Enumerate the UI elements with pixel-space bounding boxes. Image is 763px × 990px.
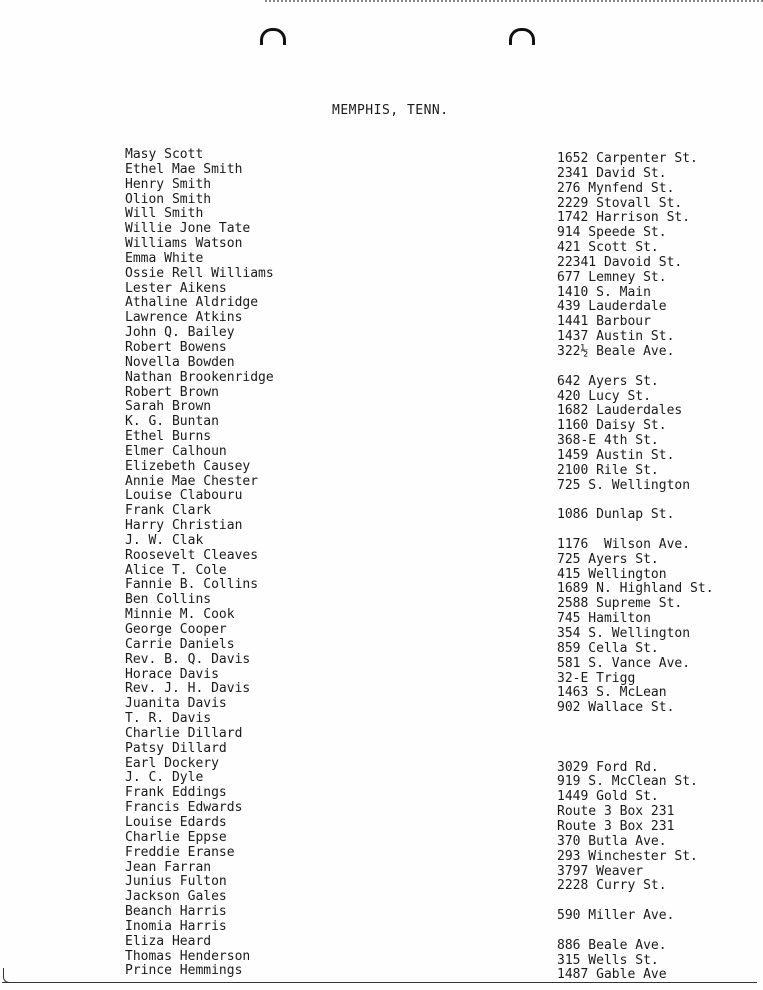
name-entry: Henry Smith [125,176,212,192]
name-entry: Freddie Eranse [125,844,235,860]
address-entry: 2229 Stovall St. [557,195,683,211]
address-entry: 642 Ayers St. [557,373,659,389]
name-entry: Frank Clark [125,503,212,519]
name-entry: Robert Bowens [125,339,227,355]
address-entry: 1742 Harrison St. [557,210,691,226]
name-entry: Inomia Harris [125,918,227,934]
name-entry: Prince Hemmings [125,963,243,979]
address-entry: 919 S. McClean St. [557,774,698,790]
name-entry: Masy Scott [125,147,204,162]
name-entry: Jackson Gales [125,889,227,905]
page-top-edge [265,0,763,2]
name-entry: J. W. Clak [125,532,204,548]
address-entry: 1463 S. McLean [557,685,667,701]
name-entry: Sarah Brown [125,399,212,415]
address-entry: 370 Butla Ave. [557,833,667,849]
name-entry: Fannie B. Collins [125,577,259,593]
address-entry: 354 S. Wellington [557,626,691,641]
address-entry: 368-E 4th St. [557,433,659,449]
name-entry: Annie Mae Chester [125,473,259,489]
name-entry: Thomas Henderson [125,948,251,964]
address-entry [557,716,714,731]
address-entry: 2228 Curry St. [557,878,667,894]
address-entry: 415 Wellington [557,566,667,582]
name-entry: Harry Christian [125,518,243,534]
address-entry [557,731,714,746]
name-entry: Horace Davis [125,666,219,682]
address-entry: 1437 Austin St. [557,329,675,345]
address-entry: Route 3 Box 231 [557,818,675,834]
address-entry: 725 S. Wellington [557,477,691,493]
address-entry: 1410 S. Main [557,284,651,300]
name-entry: Roosevelt Cleaves [125,547,259,563]
address-entry: 2100 Rile St. [557,462,659,478]
address-entry: 1176 Wilson Ave. [557,536,691,552]
name-entry: Charlie Dillard [125,725,243,741]
name-entry: Carrie Daniels [125,636,235,652]
address-entry: 3797 Weaver [557,863,644,879]
address-entry: 859 Cella St. [557,640,659,656]
address-entry: 1441 Barbour [557,314,651,330]
name-entry: Eliza Heard [125,933,212,949]
name-entry: Lester Aikens [125,280,227,296]
name-entry: T. R. Davis [125,711,212,727]
address-entry: 22341 Davoid St. [557,254,683,270]
address-entry [557,894,714,909]
address-entry: 677 Lemney St. [557,269,667,285]
address-entry: 1449 Gold St. [557,789,659,805]
address-entry: 322½ Beale Ave. [557,343,675,359]
address-entry [557,924,714,939]
address-entry: 581 S. Vance Ave. [557,655,691,671]
name-entry: Robert Brown [125,384,219,400]
name-entry: Alice T. Cole [125,562,227,578]
address-entry: 2588 Supreme St. [557,596,683,612]
name-entry: Juanita Davis [125,696,227,712]
name-entry: George Cooper [125,622,227,637]
addresses-column [557,152,714,983]
name-entry: Williams Watson [125,236,243,252]
address-entry: 1689 N. Highland St. [557,581,714,597]
address-entry: 1086 Dunlap St. [557,507,675,523]
page-bottom-hook [3,968,12,983]
address-entry: 590 Miller Ave. [557,908,675,924]
name-entry: Elmer Calhoun [125,443,227,459]
address-entry: 1459 Austin St. [557,447,675,463]
name-entry: Earl Dockery [125,755,219,771]
name-entry: Rev. J. H. Davis [125,681,251,697]
address-entry: 2341 David St. [557,165,667,181]
name-entry: Ossie Rell Williams [125,265,274,281]
binder-hole-right [509,28,535,45]
address-entry: 886 Beale Ave. [557,937,667,953]
address-entry: Route 3 Box 231 [557,804,675,820]
address-entry: 745 Hamilton [557,611,651,627]
name-entry: Louise Edards [125,814,227,830]
address-entry: 293 Winchester St. [557,848,698,864]
address-entry [557,746,714,761]
name-entry: Emma White [125,250,204,266]
name-entry: Frank Eddings [125,785,227,801]
name-entry: Ethel Mae Smith [125,161,243,177]
address-entry: 1682 Lauderdales [557,403,683,419]
name-entry: Ethel Burns [125,429,212,445]
name-entry: Willie Jone Tate [125,221,251,237]
name-entry: Novella Bowden [125,354,235,370]
name-entry: Francis Edwards [125,800,243,816]
address-entry: 1652 Carpenter St. [557,151,698,166]
address-entry: 420 Lucy St. [557,388,651,404]
name-entry: Rev. B. Q. Davis [125,651,251,667]
name-entry: Charlie Eppse [125,829,227,845]
name-entry: Patsy Dillard [125,740,227,756]
name-entry: John Q. Bailey [125,325,235,341]
address-entry: 421 Scott St. [557,240,659,256]
name-entry: Nathan Brookenridge [125,369,274,385]
name-entry: Olion Smith [125,191,212,207]
address-entry: 315 Wells St. [557,952,659,968]
page-bottom-edge [2,982,757,983]
address-entry: 3029 Ford Rd. [557,759,659,775]
name-entry: Athaline Aldridge [125,295,259,311]
address-entry [557,360,714,375]
name-entry: Junius Fulton [125,874,227,890]
address-entry: 902 Wallace St. [557,700,675,716]
address-entry: 276 Mynfend St. [557,180,675,196]
name-entry: K. G. Buntan [125,414,219,430]
name-entry: Beanch Harris [125,904,227,920]
name-entry: J. C. Dyle [125,770,204,786]
names-column [125,148,274,979]
address-entry: 1160 Daisy St. [557,418,667,434]
address-entry: 725 Ayers St. [557,551,659,567]
name-entry: Ben Collins [125,592,212,608]
page-title: MEMPHIS, TENN. [332,103,449,118]
name-entry: Minnie M. Cook [125,607,235,623]
name-entry: Elizebeth Causey [125,458,251,474]
address-entry: 1487 Gable Ave [557,967,667,983]
name-entry: Jean Farran [125,859,212,875]
name-entry: Will Smith [125,206,204,222]
address-entry [557,493,714,508]
name-entry: Louise Clabouru [125,488,243,504]
address-entry [557,523,714,538]
address-entry: 32-E Trigg [557,670,636,686]
address-entry: 914 Speede St. [557,225,667,241]
address-entry: 439 Lauderdale [557,299,667,315]
name-entry: Lawrence Atkins [125,310,243,326]
binder-hole-left [260,28,286,45]
